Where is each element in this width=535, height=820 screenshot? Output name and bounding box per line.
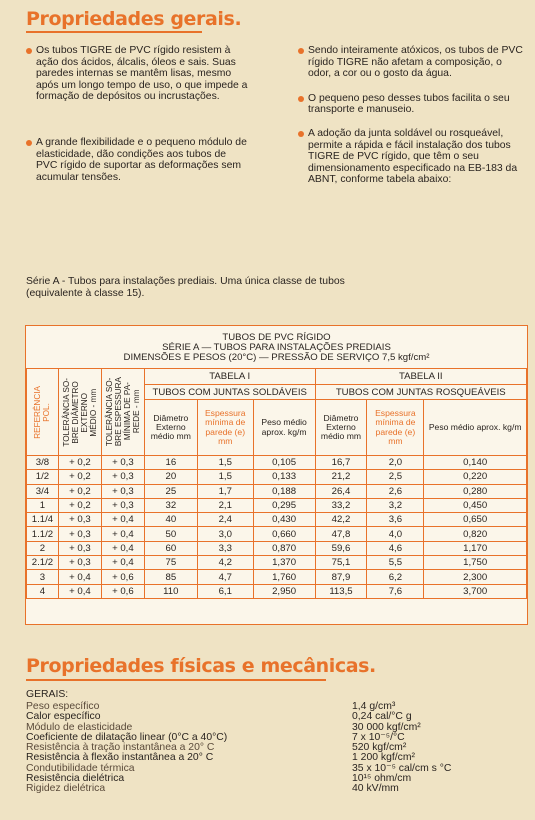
table-header-title: TUBOS DE PVC RÍGIDO bbox=[222, 332, 331, 343]
property-value: 35 x 10⁻⁵ cal/cm s °C bbox=[352, 762, 452, 774]
bullets-left bbox=[26, 45, 250, 183]
table-cell: + 0,3 bbox=[58, 541, 101, 555]
section-title-physical: Propriedades físicas e mecânicas. bbox=[26, 655, 376, 677]
cell-reference: 1/2 bbox=[27, 470, 59, 484]
col-header-tol-diameter: TOLERÂNCIA SO- BRE DIÂMETRO EXTERNO MÉDIO - mm bbox=[58, 369, 101, 456]
table-cell: 3,3 bbox=[197, 541, 253, 555]
table-cell: 3,2 bbox=[367, 498, 424, 512]
cell-reference: 3/8 bbox=[27, 456, 59, 470]
cell-reference: 2 bbox=[27, 541, 59, 555]
property-name: Resistência à flexão instantânea a 20° C bbox=[26, 752, 214, 764]
table-cell: + 0,6 bbox=[101, 570, 144, 584]
tabela2-title: TABELA II bbox=[315, 369, 526, 385]
table-cell: 1,5 bbox=[197, 456, 253, 470]
table-cell: 0,660 bbox=[253, 527, 315, 541]
bullet-item: Os tubos TIGRE de PVC rígido resistem à ação dos ácidos, álcalis, óleos e sais. Suas paredes internas se mantêm lisas, mesmo após um longo tempo de uso, o que impede a formação de depósitos ou incrustações. bbox=[26, 45, 250, 103]
table-cell: 0,133 bbox=[253, 470, 315, 484]
property-name: Rigidez dielétrica bbox=[26, 783, 106, 795]
title-underline bbox=[26, 31, 202, 33]
table-cell: 0,140 bbox=[424, 456, 527, 470]
table-row bbox=[27, 584, 527, 598]
table-row bbox=[27, 484, 527, 498]
table-cell: 1,5 bbox=[197, 470, 253, 484]
table-cell: 0,295 bbox=[253, 498, 315, 512]
property-names bbox=[26, 702, 227, 795]
table-cell: 113,5 bbox=[315, 584, 367, 598]
property-name: Resistência dielétrica bbox=[26, 773, 125, 785]
property-values bbox=[352, 702, 451, 795]
table-cell: 87,9 bbox=[315, 570, 367, 584]
property-value: 1 200 kgf/cm² bbox=[352, 752, 415, 764]
bullet-item: O pequeno peso desses tubos facilita o seu transporte e manuseio. bbox=[298, 93, 526, 116]
table-cell: 16 bbox=[144, 456, 197, 470]
table-header-serie: SÉRIE A — TUBOS PARA INSTALAÇÕES PREDIAIS bbox=[162, 342, 391, 353]
property-name: Resistência à tração instantânea a 20° C bbox=[26, 742, 215, 754]
property-value: 10¹⁵ ohm/cm bbox=[352, 773, 412, 785]
table-cell: 0,280 bbox=[424, 484, 527, 498]
col-header-thickness-2: Espessura mínima de parede (e) mm bbox=[367, 400, 424, 456]
bullets-right bbox=[298, 45, 526, 186]
tabela1-title: TABELA I bbox=[144, 369, 315, 385]
table-cell: 7,6 bbox=[367, 584, 424, 598]
property-name: Módulo de elasticidade bbox=[26, 721, 133, 733]
col-header-reference: REFERÊNCIA POL. bbox=[27, 369, 59, 456]
table-body bbox=[27, 456, 527, 599]
property-value: 0,24 cal/°C g bbox=[352, 711, 412, 723]
bullet-item: A grande flexibilidade e o pequeno módulo de elasticidade, dão condições aos tubos de PVC rígido de suportar as deformações sem acumular tensões. bbox=[26, 137, 250, 183]
table-cell: 60 bbox=[144, 541, 197, 555]
table-cell: 3,0 bbox=[197, 527, 253, 541]
table-cell: 21,2 bbox=[315, 470, 367, 484]
table-cell: 0,450 bbox=[424, 498, 527, 512]
cell-reference: 1.1/4 bbox=[27, 513, 59, 527]
table-cell: 20 bbox=[144, 470, 197, 484]
table-cell: 2,300 bbox=[424, 570, 527, 584]
table-cell: + 0,3 bbox=[101, 484, 144, 498]
table-cell: 1,750 bbox=[424, 556, 527, 570]
bullet-dot-icon bbox=[26, 140, 32, 146]
table-cell: 33,2 bbox=[315, 498, 367, 512]
table-cell: 0,105 bbox=[253, 456, 315, 470]
col-header-diameter: Diâmetro Externo médio mm bbox=[144, 400, 197, 456]
table-cell: + 0,4 bbox=[101, 556, 144, 570]
table-cell: + 0,4 bbox=[101, 541, 144, 555]
table-cell: + 0,6 bbox=[101, 584, 144, 598]
property-value: 40 kV/mm bbox=[352, 783, 399, 795]
table-cell: 4,2 bbox=[197, 556, 253, 570]
bullet-dot-icon bbox=[26, 48, 32, 54]
table-cell: 16,7 bbox=[315, 456, 367, 470]
table-cell: 6,1 bbox=[197, 584, 253, 598]
property-name: Condutibilidade térmica bbox=[26, 762, 135, 774]
table-cell: 3,6 bbox=[367, 513, 424, 527]
table-cell: + 0,3 bbox=[58, 527, 101, 541]
gerais-label: GERAIS: bbox=[26, 689, 69, 700]
col-header-thickness: Espessura mínima de parede (e) mm bbox=[197, 400, 253, 456]
table-row bbox=[27, 527, 527, 541]
table-cell: 59,6 bbox=[315, 541, 367, 555]
table-cell: 1,7 bbox=[197, 484, 253, 498]
table-cell: + 0,4 bbox=[101, 527, 144, 541]
property-value: 7 x 10⁻⁵/°C bbox=[352, 731, 405, 743]
table-cell: 50 bbox=[144, 527, 197, 541]
cell-reference: 3 bbox=[27, 570, 59, 584]
table-cell: 2,0 bbox=[367, 456, 424, 470]
table-cell: 25 bbox=[144, 484, 197, 498]
table-cell: + 0,4 bbox=[58, 570, 101, 584]
table-cell: 6,2 bbox=[367, 570, 424, 584]
table-cell: + 0,3 bbox=[101, 498, 144, 512]
property-value: 520 kgf/cm² bbox=[352, 742, 407, 754]
table-cell: + 0,4 bbox=[58, 584, 101, 598]
bullet-dot-icon bbox=[298, 131, 304, 137]
table-cell: 32 bbox=[144, 498, 197, 512]
table-cell: 2,1 bbox=[197, 498, 253, 512]
table-cell: + 0,2 bbox=[58, 498, 101, 512]
property-name: Calor específico bbox=[26, 711, 101, 723]
col-header-tol-thickness: TOLERÂNCIA SO- BRE ESPESSURA MÍNIMA DE PA- REDE - mm bbox=[101, 369, 144, 456]
table-cell: 85 bbox=[144, 570, 197, 584]
cell-reference: 3/4 bbox=[27, 484, 59, 498]
serie-note: Série A - Tubos para instalações prediais. Uma única classe de tubos (equivalente à classe 15). bbox=[26, 276, 345, 299]
table-row bbox=[27, 541, 527, 555]
table-cell: 42,2 bbox=[315, 513, 367, 527]
table-cell: 26,4 bbox=[315, 484, 367, 498]
table-cell: 0,220 bbox=[424, 470, 527, 484]
table-cell: 2,4 bbox=[197, 513, 253, 527]
table-header-pressure: DIMENSÕES E PESOS (20°C) — PRESSÃO DE SERVIÇO 7,5 kgf/cm² bbox=[123, 352, 430, 363]
bullet-item: A adoção da junta soldável ou rosqueável, permite a rápida e fácil instalação dos tubos TIGRE de PVC rígido, que têm o seu dimensionamento especificado na EB-183 da ABNT, conforme tabela abaixo: bbox=[298, 128, 526, 186]
table-row bbox=[27, 498, 527, 512]
table-cell: 2,950 bbox=[253, 584, 315, 598]
table-cell: 75,1 bbox=[315, 556, 367, 570]
table-cell: + 0,2 bbox=[58, 470, 101, 484]
col-header-weight-2: Peso médio aprox. kg/m bbox=[424, 400, 527, 456]
table-row bbox=[27, 513, 527, 527]
property-value: 1,4 g/cm³ bbox=[352, 701, 396, 712]
table-cell: 0,430 bbox=[253, 513, 315, 527]
table-cell: + 0,3 bbox=[101, 470, 144, 484]
table-row bbox=[27, 570, 527, 584]
property-name: Peso específico bbox=[26, 701, 100, 712]
table-cell: 3,700 bbox=[424, 584, 527, 598]
table-cell: 4,0 bbox=[367, 527, 424, 541]
bullet-dot-icon bbox=[298, 48, 304, 54]
table-row bbox=[27, 456, 527, 470]
table-cell: + 0,3 bbox=[58, 513, 101, 527]
table-cell: 47,8 bbox=[315, 527, 367, 541]
table-cell: 1,370 bbox=[253, 556, 315, 570]
bullet-dot-icon bbox=[298, 96, 304, 102]
data-table bbox=[26, 368, 527, 599]
property-name: Coeficiente de dilatação linear (0°C a 40°C) bbox=[26, 731, 228, 743]
cell-reference: 1.1/2 bbox=[27, 527, 59, 541]
table-row bbox=[27, 470, 527, 484]
table-cell: 75 bbox=[144, 556, 197, 570]
title-underline bbox=[26, 679, 326, 681]
table-row bbox=[27, 556, 527, 570]
table-cell: + 0,2 bbox=[58, 456, 101, 470]
tabela2-subtitle: TUBOS COM JUNTAS ROSQUEÁVEIS bbox=[315, 384, 526, 400]
table-cell: + 0,4 bbox=[101, 513, 144, 527]
cell-reference: 2.1/2 bbox=[27, 556, 59, 570]
pipe-dimensions-table bbox=[25, 325, 528, 625]
table-cell: 0,188 bbox=[253, 484, 315, 498]
table-cell: 110 bbox=[144, 584, 197, 598]
table-cell: + 0,2 bbox=[58, 484, 101, 498]
col-header-diameter-2: Diâmetro Externo médio mm bbox=[315, 400, 367, 456]
col-header-weight: Peso médio aprox. kg/m bbox=[253, 400, 315, 456]
table-cell: 5,5 bbox=[367, 556, 424, 570]
tabela1-subtitle: TUBOS COM JUNTAS SOLDÁVEIS bbox=[144, 384, 315, 400]
table-cell: 0,870 bbox=[253, 541, 315, 555]
table-cell: + 0,3 bbox=[101, 456, 144, 470]
table-cell: 2,6 bbox=[367, 484, 424, 498]
table-cell: 1,760 bbox=[253, 570, 315, 584]
table-cell: 2,5 bbox=[367, 470, 424, 484]
cell-reference: 4 bbox=[27, 584, 59, 598]
section-title-general: Propriedades gerais. bbox=[26, 8, 242, 30]
table-cell: 1,170 bbox=[424, 541, 527, 555]
table-cell: 4,6 bbox=[367, 541, 424, 555]
table-cell: 0,650 bbox=[424, 513, 527, 527]
bullet-item: Sendo inteiramente atóxicos, os tubos de PVC rígido TIGRE não afetam a composição, o odor, a cor ou o gosto da água. bbox=[298, 45, 526, 80]
property-value: 30 000 kgf/cm² bbox=[352, 721, 421, 733]
table-cell: 0,820 bbox=[424, 527, 527, 541]
table-cell: 4,7 bbox=[197, 570, 253, 584]
cell-reference: 1 bbox=[27, 498, 59, 512]
table-cell: + 0,3 bbox=[58, 556, 101, 570]
table-cell: 40 bbox=[144, 513, 197, 527]
